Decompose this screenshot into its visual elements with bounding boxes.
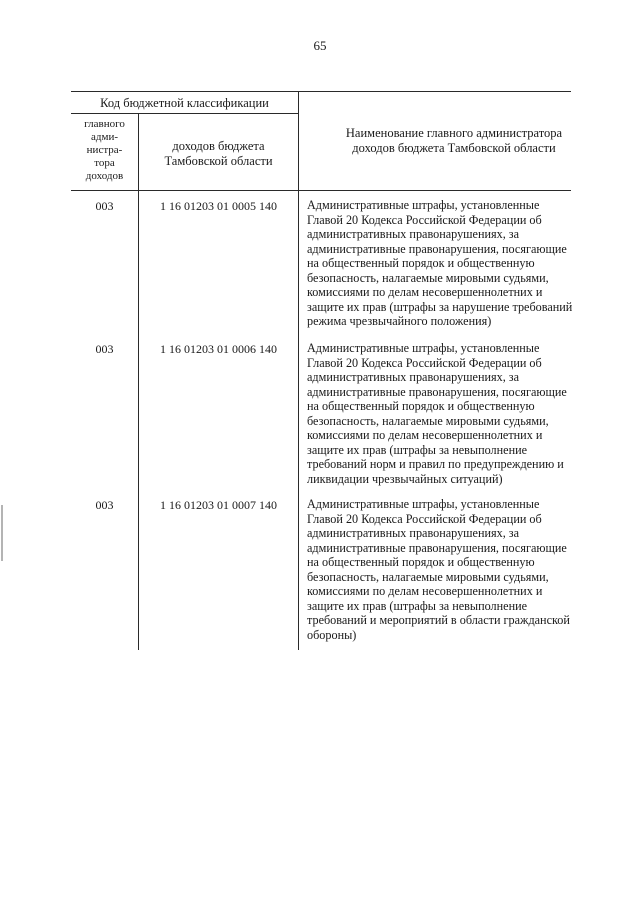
row-2-income-code: 1 16 01203 01 0006 140 bbox=[160, 342, 277, 356]
row-3-income-code: 1 16 01203 01 0007 140 bbox=[160, 498, 277, 512]
column-divider-name bbox=[298, 91, 299, 650]
row-3-description: Административные штрафы, установленные Главой 20 Кодекса Российской Федерации об административных правонарушениях, за административные правонарушения, посягающие на общественный порядок и общественную безопасность, налагаемые мировыми судьями, комиссиями по делам несовершеннолетних и защите их прав (штрафы за невыполнение требований и мероприятий в области гражданской обороны) bbox=[307, 497, 570, 642]
row-1-description: Административные штрафы, установленные Главой 20 Кодекса Российской Федерации об административных правонарушениях, за административные правонарушения, посягающие на общественный порядок и общественную безопасность, налагаемые мировыми судьями, комиссиями по делам несовершеннолетних и защите их прав (штрафы за нарушение требований режима чрезвычайного положения) bbox=[307, 198, 573, 328]
group-header-underline bbox=[71, 113, 298, 114]
header-income-column: доходов бюджета Тамбовской области bbox=[164, 139, 273, 168]
scan-edge-mark bbox=[1, 505, 3, 561]
row-2-admin-code: 003 bbox=[95, 342, 114, 356]
column-divider-admin bbox=[138, 113, 139, 650]
header-admin-column: главного адми- нистра- тора доходов bbox=[84, 118, 125, 182]
header-group-title: Код бюджетной классификации bbox=[100, 96, 269, 110]
header-name-column: Наименование главного администратора доходов бюджета Тамбовской области bbox=[345, 126, 563, 155]
table-top-border bbox=[71, 91, 571, 92]
row-1-admin-code: 003 bbox=[95, 199, 114, 213]
row-1-income-code: 1 16 01203 01 0005 140 bbox=[160, 199, 277, 213]
row-2-description: Административные штрафы, установленные Главой 20 Кодекса Российской Федерации об административных правонарушениях, за административные правонарушения, посягающие на общественный порядок и общественную безопасность, налагаемые мировыми судьями, комиссиями по делам несовершеннолетних и защите их прав (штрафы за невыполнение требований норм и правил по предупреждению и ликвидации чрезвычайных ситуаций) bbox=[307, 341, 567, 486]
header-bottom-border bbox=[71, 190, 571, 191]
row-3-admin-code: 003 bbox=[95, 498, 114, 512]
page-number: 65 bbox=[313, 38, 327, 53]
